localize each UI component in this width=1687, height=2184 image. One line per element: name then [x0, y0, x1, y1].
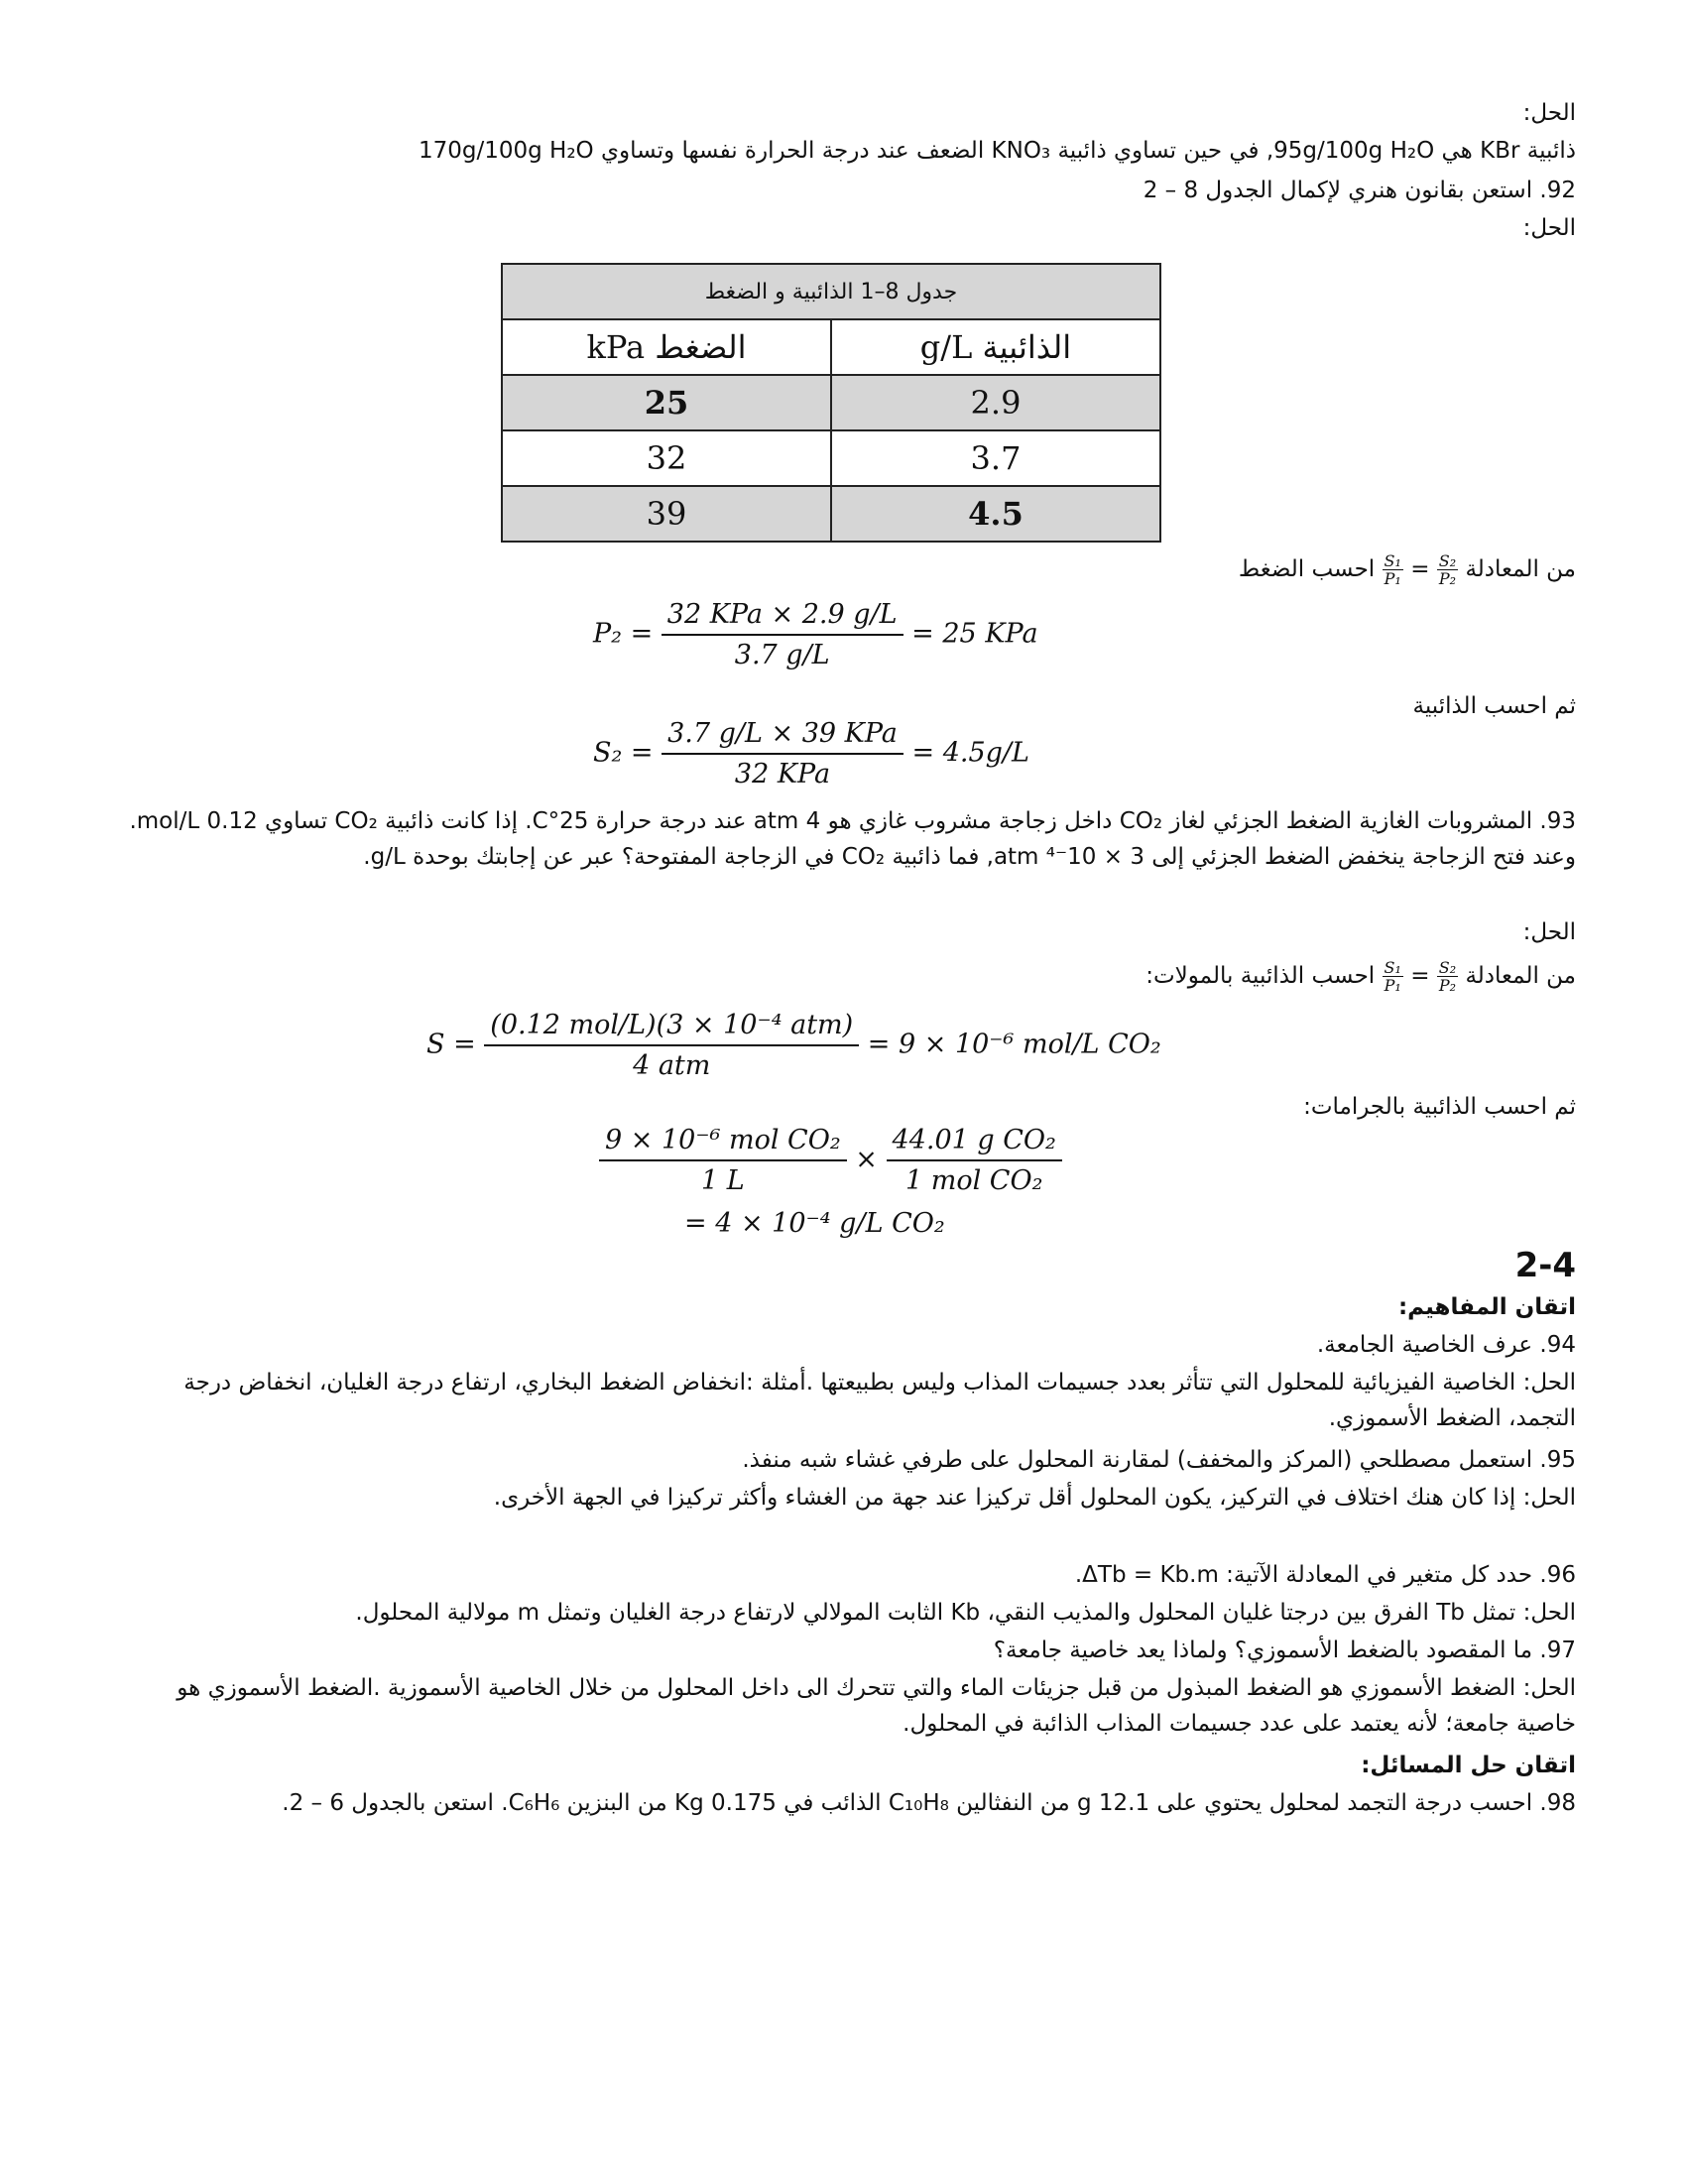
- question-97: 97. ما المقصود بالضغط الأسموزي؟ ولماذا يعد خاصية جامعة؟: [993, 1638, 1576, 1663]
- mastering-problems-heading: اتقان حل المسائل:: [1361, 1753, 1576, 1778]
- table-row: [502, 430, 1160, 486]
- table-cell-solubility: 4.5: [831, 486, 1160, 542]
- henry-fraction-s1-p1: $\frac{\text{S₁}}{\text{P₁}}$: [1384, 958, 1401, 995]
- mastering-concepts-heading: اتقان المفاهيم:: [1397, 1294, 1576, 1320]
- question-93: 93. المشروبات الغازية الضغط الجزئي لغاز CO₂ داخل زجاجة مشروب غازي هو 4 atm عند درجة حرارة 25°C. إذا كانت ذائبية CO₂ تساوي 0.12 mol/L. وعند فتح الزجاجة ينخفض الضغط الجزئي إلى 3 × 10⁻⁴ atm, فما ذائبية CO₂ في الزجاجة المفتوحة؟ عبر عن إجابتك بوحدة g/L.: [129, 808, 1576, 870]
- answer-96: الحل: تمثل Tb الفرق بين درجتا غليان المحلول والمذيب النقي، Kb الثابت المولالي لارتفاع درجة الغليان وتمثل m مولالية المحلول.: [355, 1600, 1576, 1626]
- equation-s: S = $\frac{\text{(0.12 mol/L)(3 × 10⁻⁴ atm)}}{\text{4 atm}}$ = 9 × 10⁻⁶ mol/L CO₂: [426, 1010, 1161, 1081]
- table-cell-pressure: 25: [502, 375, 831, 430]
- table-cell-pressure: 32: [502, 430, 831, 486]
- question-98: 98. احسب درجة التجمد لمحلول يحتوي على 12.1 g من النفثالين C₁₀H₈ الذائب في 0.175 Kg من البنزين C₆H₆. استعن بالجدول 6 – 2.: [282, 1790, 1576, 1816]
- equation-grams-result: = 4 × 10⁻⁴ g/L CO₂: [684, 1208, 945, 1239]
- equation-s2: S₂ = $\frac{\text{3.7 g/L × 39 KPa}}{\text{32 KPa}}$ = 4.5g/L: [593, 718, 1029, 789]
- table-row: [502, 375, 1160, 430]
- equation-p2: P₂ = $\frac{\text{32 KPa × 2.9 g/L}}{3.7 g/L}$ = 25 KPa: [593, 599, 1038, 670]
- table-cell-pressure: 39: [502, 486, 831, 542]
- solution-label-3: الحل:: [1522, 919, 1576, 945]
- then-calc-solubility: ثم احسب الذائبية: [1412, 693, 1576, 719]
- table-cell-solubility: 3.7: [831, 430, 1160, 486]
- answer-97: الحل: الضغط الأسموزي هو الضغط المبذول من قبل جزيئات الماء والتي تتحرك الى داخل المحلول من خلال الخاصية الأسموزية .الضغط الأسموزي هو خاصية جامعة؛ لأنه يعتمد على عدد جسيمات المذاب الذائبة في المحلول.: [177, 1675, 1576, 1737]
- solubility-pressure-table: [501, 263, 1161, 543]
- henry-equation-line-1: من المعادلة $\frac{\text{S₂}}{\text{P₂}}$ = $\frac{\text{S₁}}{\text{P₁}}$ احسب الضغط: [1238, 551, 1576, 588]
- henry-fraction-s2-p2: $\frac{\text{S₂}}{\text{P₂}}$: [1438, 958, 1457, 995]
- calc-pressure-text: احسب الضغط: [1238, 556, 1376, 582]
- answer-95: الحل: إذا كان هنك اختلاف في التركيز، يكون المحلول أقل تركيزا عند جهة من الغشاء وأكثر تركيزا في الجهة الأخرى.: [493, 1485, 1576, 1511]
- table-header-solubility: الذائبية g/L: [831, 319, 1160, 375]
- table-header-pressure: الضغط kPa: [502, 319, 831, 375]
- solution-label-1: الحل:: [1522, 100, 1576, 126]
- table-row: [502, 486, 1160, 542]
- table-caption: جدول 8–1 الذائبية و الضغط: [502, 264, 1160, 319]
- from-equation-text: من المعادلة: [1465, 556, 1576, 582]
- paragraph-kbr-solubility: ذائبية KBr هي 95g/100g H₂O, في حين تساوي ذائبية KNO₃ الضعف عند درجة الحرارة نفسها وتساوي 170g/100g H₂O: [418, 138, 1576, 164]
- equation-grams: $\frac{\text{9 × 10⁻⁶ mol CO₂}}{1 L}$ × $\frac{\text{44.01 g CO₂}}{\text{1 mol CO₂}}$: [599, 1125, 1062, 1196]
- question-92: 92. استعن بقانون هنري لإكمال الجدول 8 – 2: [1143, 178, 1576, 203]
- henry-fraction-s1-p1: $\frac{\text{S₁}}{\text{P₁}}$: [1384, 551, 1401, 588]
- question-94: 94. عرف الخاصية الجامعة.: [1316, 1332, 1576, 1358]
- henry-equation-line-2: من المعادلة $\frac{\text{S₂}}{\text{P₂}}$ = $\frac{\text{S₁}}{\text{P₁}}$ احسب الذائبية بالمولات:: [1145, 958, 1576, 995]
- question-95: 95. استعمل مصطلحي (المركز والمخفف) لمقارنة المحلول على طرفي غشاء شبه منفذ.: [742, 1447, 1576, 1473]
- then-calc-grams: ثم احسب الذائبية بالجرامات:: [1303, 1094, 1576, 1120]
- section-number: 2-4: [1514, 1246, 1576, 1285]
- section-heading-wrap: [139, 1248, 1576, 1287]
- henry-fraction-s2-p2: $\frac{\text{S₂}}{\text{P₂}}$: [1438, 551, 1457, 588]
- answer-94: الحل: الخاصية الفيزيائية للمحلول التي تتأثر بعدد جسيمات المذاب وليس بطبيعتها .أمثلة :انخفاض الضغط البخاري، ارتفاع درجة الغليان، انخفاض درجة التجمد، الضغط الأسموزي.: [183, 1370, 1576, 1431]
- solution-label-2: الحل:: [1522, 215, 1576, 241]
- question-96: 96. حدد كل متغير في المعادلة الآتية: ΔTb = Kb.m.: [1074, 1562, 1576, 1588]
- table-cell-solubility: 2.9: [831, 375, 1160, 430]
